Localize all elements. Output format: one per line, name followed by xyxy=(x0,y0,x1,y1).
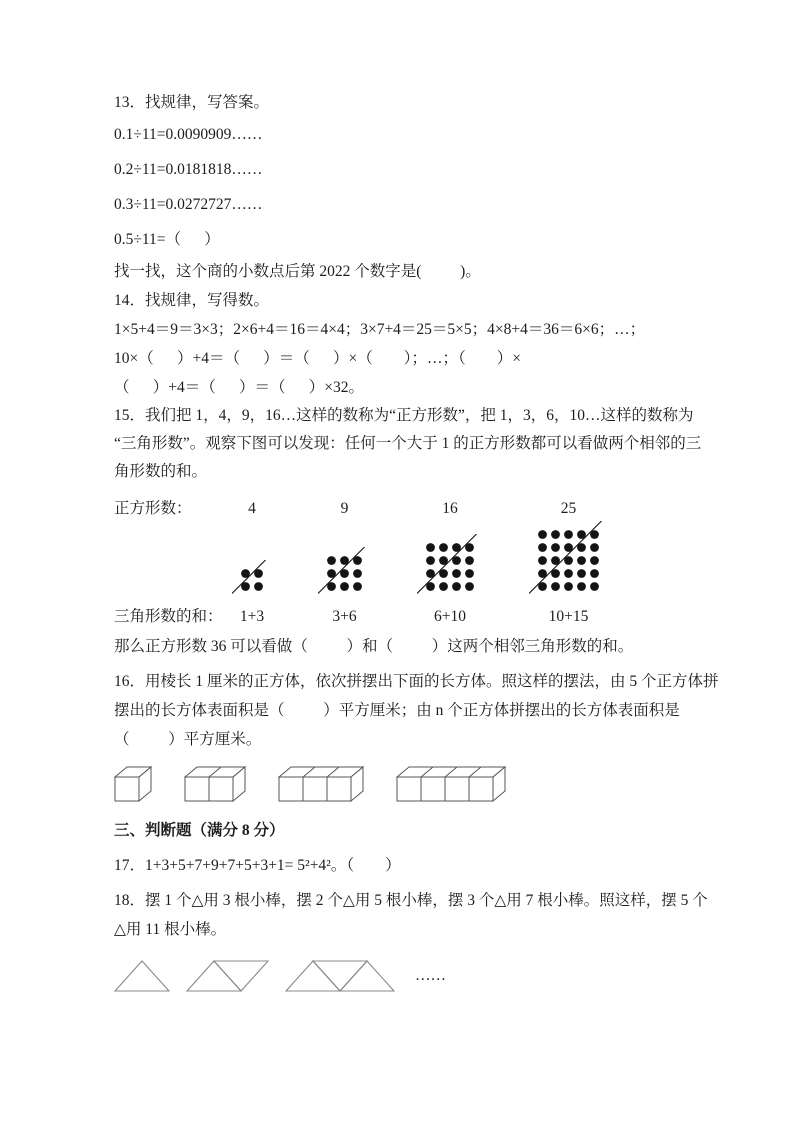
dot-grid-icon xyxy=(318,547,371,600)
q13-question-tail: 找一找，这个商的小数点后第 2022 个数字是( )。 xyxy=(114,263,481,280)
square-number-value: 4 xyxy=(248,500,256,517)
cuboid-icon xyxy=(184,766,246,802)
row-label-spacer xyxy=(114,518,232,600)
q16-line-1: 16．用棱长 1 厘米的正方体，依次拼摆出下面的长方体。照这样的摆法，由 5 个正方体拼 xyxy=(114,673,719,690)
square-triangle-figure xyxy=(114,494,714,626)
dot-grid xyxy=(417,518,483,600)
square-number-columns xyxy=(232,494,608,626)
cuboid-icon xyxy=(396,766,506,802)
q14-title: 14．找规律，写得数。 xyxy=(114,292,270,309)
q13-equation-3: 0.3÷11=0.0272727…… xyxy=(114,196,263,213)
cuboid-figure xyxy=(114,766,152,802)
triangular-sum-value: 1+3 xyxy=(239,608,265,625)
cuboid-icon xyxy=(114,766,152,802)
q16-line-3: （ ）平方厘米。 xyxy=(114,731,262,748)
cuboid-figure xyxy=(278,766,364,802)
cuboid-figure xyxy=(396,766,506,802)
triangle-row-icon xyxy=(186,960,269,992)
cuboid-icon xyxy=(278,766,364,802)
triangular-sums-row-label: 三角形数的和： xyxy=(114,608,223,625)
square-number-value: 9 xyxy=(340,500,349,517)
triangle-ellipsis: …… xyxy=(415,967,446,984)
q13-equation-1: 0.1÷11=0.0090909…… xyxy=(114,126,263,143)
triangular-sum-value: 6+10 xyxy=(434,608,466,625)
dot-grid xyxy=(529,518,608,600)
square-number-value: 25 xyxy=(560,500,577,517)
dot-grid-icon xyxy=(529,521,608,600)
dot-grid-icon xyxy=(417,534,483,600)
q14-line-2: 10×（ ）+4＝（ ）＝（ ）×（ ）；…；（ ）× xyxy=(114,350,521,367)
q15-question-tail: 那么正方形数 36 可以看做（ ）和（ ）这两个相邻三角形数的和。 xyxy=(114,638,634,655)
q13-equation-4-blank: 0.5÷11=（ ） xyxy=(114,231,220,248)
square-number-figure xyxy=(232,494,272,626)
figure-row-labels xyxy=(114,494,232,626)
triangular-sum-value: 10+15 xyxy=(548,608,589,625)
q14-line-1: 1×5+4＝9＝3×3；2×6+4＝16＝4×4；3×7+4＝25＝5×5；4×8+4＝36＝6×6；…； xyxy=(114,321,646,338)
square-number-figure xyxy=(318,494,371,626)
square-number-figure xyxy=(529,494,608,626)
q16-line-2: 摆出的长方体表面积是（ ）平方厘米；由 n 个正方体拼摆出的长方体表面积是 xyxy=(114,702,680,719)
triangle-figure xyxy=(285,960,395,992)
q18-line-1: 18．摆 1 个△用 3 根小棒，摆 2 个△用 5 根小棒，摆 3 个△用 7 根小棒。照这样，摆 5 个 xyxy=(114,892,708,909)
dot-grid-icon xyxy=(232,560,272,600)
cuboid-figure xyxy=(184,766,246,802)
triangular-sum-value: 3+6 xyxy=(332,608,357,625)
triangle-figures-row xyxy=(114,960,714,992)
q13-title: 13．找规律，写答案。 xyxy=(114,94,270,111)
q15-line-3: 角形数的和。 xyxy=(114,463,208,480)
square-number-value: 16 xyxy=(442,500,458,517)
cuboid-figures xyxy=(114,766,714,802)
triangle-figure xyxy=(114,960,170,992)
q17-statement: 17．1+3+5+7+9+7+5+3+1= 5²+4²。（ ） xyxy=(114,857,401,874)
square-numbers-row-label: 正方形数： xyxy=(114,500,192,517)
q15-line-1: 15．我们把 1，4，9，16…这样的数称为“正方形数”，把 1，3，6，10…这样的数称为 xyxy=(114,407,694,424)
section-3-heading: 三、判断题（满分 8 分） xyxy=(114,822,285,839)
q13-equation-2: 0.2÷11=0.0181818…… xyxy=(114,161,263,178)
dot-grid xyxy=(318,518,371,600)
triangle-figure xyxy=(186,960,269,992)
q14-line-3: （ ）+4＝（ ）＝（ ）×32。 xyxy=(114,379,364,396)
q18-line-2: △用 11 根小棒。 xyxy=(114,921,227,938)
square-number-figure xyxy=(417,494,483,626)
triangle-row-icon xyxy=(285,960,395,992)
triangle-row-icon xyxy=(114,960,170,992)
dot-grid xyxy=(232,518,272,600)
triangle-figures xyxy=(114,960,395,992)
q15-line-2: “三角形数”。观察下图可以发现：任何一个大于 1 的正方形数都可以看做两个相邻的三 xyxy=(114,435,702,452)
